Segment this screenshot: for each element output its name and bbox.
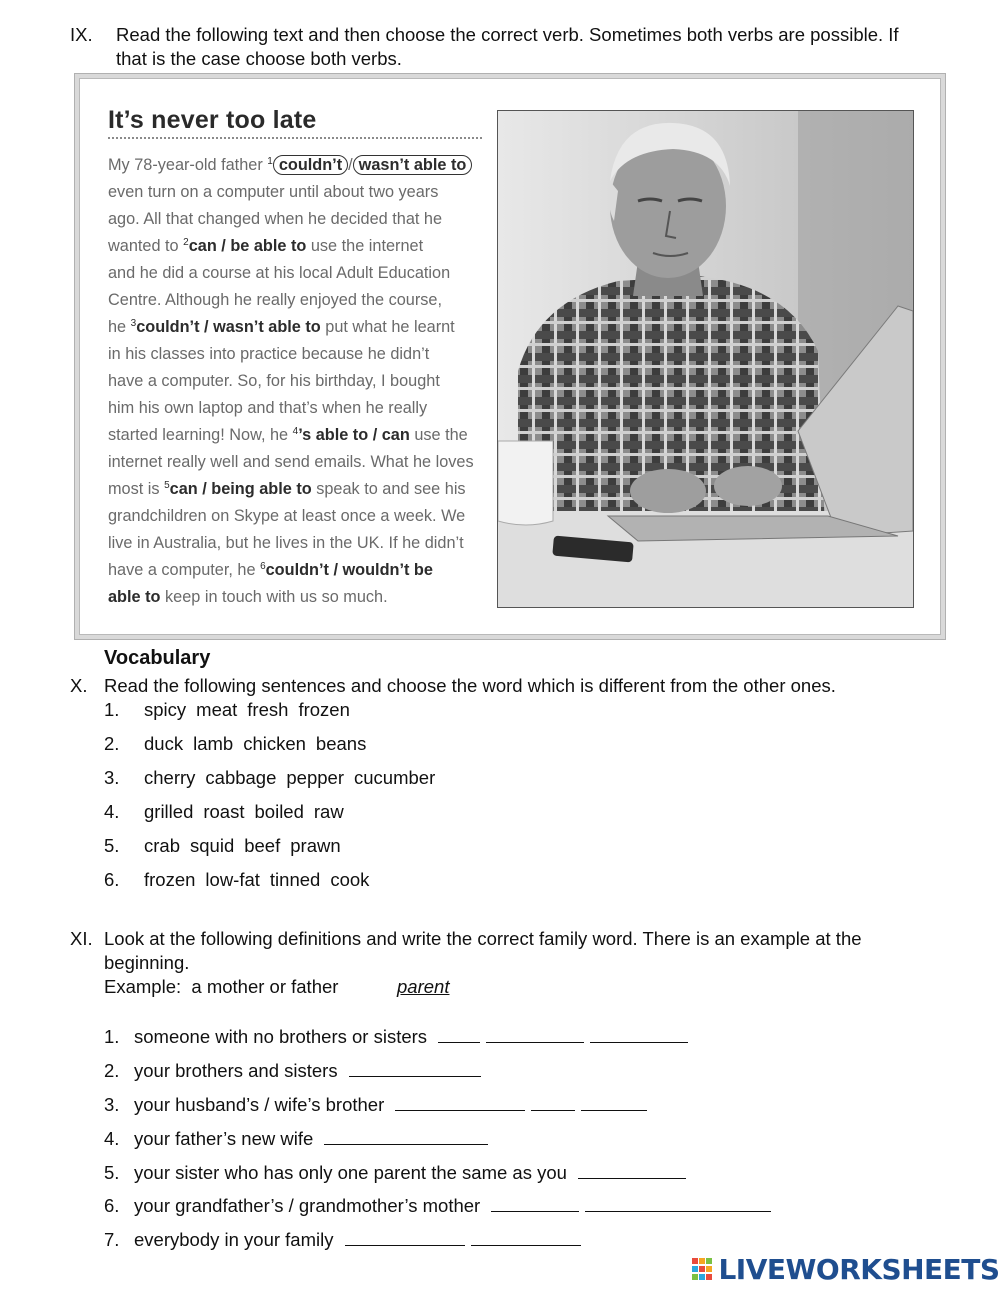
verb-choice-2[interactable]: can / be able to bbox=[188, 237, 307, 255]
verb-choice-6-continued[interactable]: able to bbox=[108, 588, 161, 606]
section-x-number: X. bbox=[70, 675, 88, 696]
word-option[interactable]: grilled bbox=[144, 801, 194, 822]
answer-blank[interactable] bbox=[585, 1193, 771, 1212]
answer-blank[interactable] bbox=[491, 1193, 579, 1212]
word-option[interactable]: cherry bbox=[144, 767, 196, 788]
option-couldnt-circled[interactable]: couldn’t bbox=[273, 155, 348, 175]
word-option[interactable]: spicy bbox=[144, 699, 187, 720]
section-ix-number: IX. bbox=[70, 24, 93, 45]
answer-blank[interactable] bbox=[438, 1024, 480, 1043]
word-option[interactable]: meat bbox=[196, 699, 238, 720]
article-line-15: live in Australia, but he lives in the UK. If he didn’t bbox=[108, 534, 464, 552]
vocabulary-heading: Vocabulary bbox=[104, 647, 211, 669]
vocab-item-3: 3. cherry cabbage pepper cucumber bbox=[104, 767, 436, 788]
word-option[interactable]: frozen bbox=[298, 699, 350, 720]
example-label: Example: a mother or father bbox=[104, 976, 339, 997]
photo-elderly-man-laptop bbox=[497, 110, 914, 608]
word-option[interactable]: tinned bbox=[269, 869, 321, 890]
word-option[interactable]: lamb bbox=[193, 733, 234, 754]
answer-blank[interactable] bbox=[471, 1227, 581, 1246]
vocab-item-2: 2. duck lamb chicken beans bbox=[104, 733, 367, 754]
liveworksheets-logo bbox=[692, 1255, 1000, 1285]
word-option[interactable]: raw bbox=[313, 801, 344, 822]
word-option[interactable]: frozen bbox=[144, 869, 196, 890]
article-line-12: internet really well and send emails. What he loves bbox=[108, 453, 474, 471]
word-option[interactable]: prawn bbox=[290, 835, 341, 856]
answer-blank[interactable] bbox=[581, 1092, 647, 1111]
title-divider bbox=[108, 137, 482, 139]
article-line-4: wanted to $^2$can / be able to use the internet bbox=[108, 237, 424, 255]
answer-blank[interactable] bbox=[590, 1024, 688, 1043]
vocab-item-6: 6. frozen low-fat tinned cook bbox=[104, 869, 370, 890]
family-item-3: 3. your husband’s / wife’s brother bbox=[104, 1092, 647, 1116]
section-xi-number: XI. bbox=[70, 928, 93, 949]
article-line-6: Centre. Although he really enjoyed the course, bbox=[108, 291, 442, 309]
article-line-13: most is $^5$can / being able to speak to and see his bbox=[108, 480, 466, 498]
article-line-11: started learning! Now, he $^4$’s able to / can use the bbox=[108, 426, 468, 444]
answer-blank[interactable] bbox=[486, 1024, 584, 1043]
verb-choice-3[interactable]: couldn’t / wasn’t able to bbox=[136, 318, 321, 336]
article-line-9: have a computer. So, for his birthday, I bought bbox=[108, 372, 440, 390]
word-option[interactable]: chicken bbox=[243, 733, 306, 754]
vocab-item-1: 1. spicy meat fresh frozen bbox=[104, 699, 350, 720]
word-option[interactable]: pepper bbox=[286, 767, 344, 788]
section-xi-instruction-line1: Look at the following definitions and write the correct family word. There is an example at the bbox=[104, 928, 862, 949]
verb-choice-5[interactable]: can / being able to bbox=[169, 480, 312, 498]
family-item-1: 1. someone with no brothers or sisters bbox=[104, 1024, 688, 1048]
word-option[interactable]: beef bbox=[244, 835, 281, 856]
article-line-8: in his classes into practice because he didn’t bbox=[108, 345, 430, 363]
family-item-5: 5. your sister who has only one parent the same as you bbox=[104, 1160, 686, 1184]
word-option[interactable]: cook bbox=[330, 869, 370, 890]
word-option[interactable]: low-fat bbox=[205, 869, 260, 890]
liveworksheets-blocks-icon bbox=[692, 1258, 714, 1282]
article-title: It’s never too late bbox=[108, 106, 317, 134]
verb-choice-6[interactable]: couldn’t / wouldn’t be bbox=[265, 561, 433, 579]
article-line-3: ago. All that changed when he decided that he bbox=[108, 210, 443, 228]
section-x-instruction: Read the following sentences and choose the word which is different from the other ones. bbox=[104, 675, 836, 696]
answer-blank[interactable] bbox=[324, 1126, 488, 1145]
answer-blank[interactable] bbox=[345, 1227, 465, 1246]
family-item-2: 2. your brothers and sisters bbox=[104, 1058, 481, 1082]
answer-blank[interactable] bbox=[531, 1092, 575, 1111]
section-xi-instruction-line2: beginning. bbox=[104, 952, 190, 973]
example-answer: parent bbox=[397, 976, 450, 997]
family-item-6: 6. your grandfather’s / grandmother’s mother bbox=[104, 1193, 771, 1217]
article-line-17: able to keep in touch with us so much. bbox=[108, 588, 388, 606]
word-option[interactable]: fresh bbox=[247, 699, 289, 720]
family-item-4: 4. your father’s new wife bbox=[104, 1126, 488, 1150]
logo-text: LIVEWORKSHEETS bbox=[718, 1253, 1000, 1286]
word-option[interactable]: cucumber bbox=[354, 767, 436, 788]
article-line-2: even turn on a computer until about two years bbox=[108, 183, 439, 201]
word-option[interactable]: squid bbox=[190, 835, 235, 856]
article-line-16: have a computer, he $^6$couldn’t / wouldn’t be bbox=[108, 561, 433, 579]
article-line-7: he $^3$couldn’t / wasn’t able to put what he learnt bbox=[108, 318, 455, 336]
word-option[interactable]: roast bbox=[203, 801, 245, 822]
verb-choice-4[interactable]: ’s able to / can bbox=[298, 426, 410, 444]
answer-blank[interactable] bbox=[349, 1058, 481, 1077]
word-option[interactable]: duck bbox=[144, 733, 184, 754]
option-wasnt-able-to-circled[interactable]: wasn’t able to bbox=[353, 155, 473, 175]
article-line-5: and he did a course at his local Adult Education bbox=[108, 264, 451, 282]
family-item-7: 7. everybody in your family bbox=[104, 1227, 581, 1251]
section-ix-instruction-line2: that is the case choose both verbs. bbox=[116, 48, 402, 69]
word-option[interactable]: beans bbox=[315, 733, 367, 754]
word-option[interactable]: crab bbox=[144, 835, 180, 856]
section-ix-instruction-line1: Read the following text and then choose the correct verb. Sometimes both verbs are possible. If bbox=[116, 24, 899, 45]
vocab-item-4: 4. grilled roast boiled raw bbox=[104, 801, 344, 822]
article-line-10: him his own laptop and that’s when he really bbox=[108, 399, 428, 417]
vocab-item-5: 5. crab squid beef prawn bbox=[104, 835, 341, 856]
word-option[interactable]: cabbage bbox=[205, 767, 277, 788]
article-line-14: grandchildren on Skype at least once a week. We bbox=[108, 507, 466, 525]
article-line-1: My 78-year-old father $^1$ couldn’t / wasn’t able to bbox=[108, 155, 472, 175]
answer-blank[interactable] bbox=[395, 1092, 525, 1111]
answer-blank[interactable] bbox=[578, 1160, 686, 1179]
word-option[interactable]: boiled bbox=[254, 801, 304, 822]
